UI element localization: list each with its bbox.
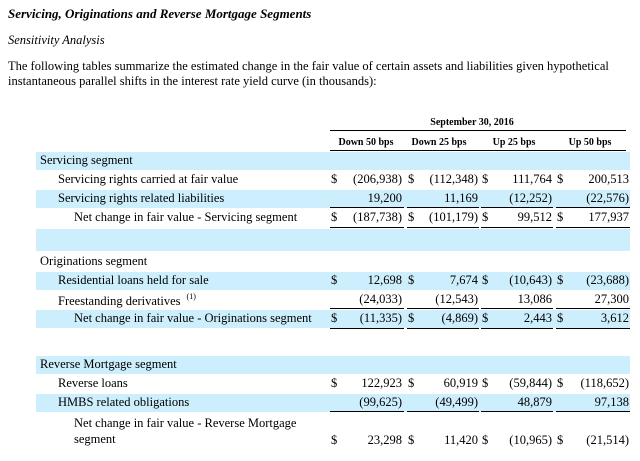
column-header-rule [330,150,626,151]
cell-down-25: 11,420 [444,433,478,447]
currency-symbol: $ [482,273,489,287]
currency-symbol: $ [408,172,415,186]
col-header-up-25: Up 25 bps [492,137,536,148]
currency-symbol: $ [408,273,415,287]
currency-symbol: $ [331,210,338,224]
subtotal-rule [407,308,479,309]
total-rule [481,328,553,329]
subtotal-rule [481,411,553,412]
footnote-marker: (1) [186,292,196,301]
table-total-row [36,414,630,452]
sub-heading: Sensitivity Analysis [8,33,105,47]
cell-up-25: 13,086 [517,292,552,306]
cell-up-25: 48,879 [517,395,552,409]
cell-up-25: 111,764 [512,172,552,186]
servicing-segment-title-row [36,152,630,170]
cell-down-50: 19,200 [367,191,402,205]
currency-symbol: $ [408,210,415,224]
cell-down-25: 60,919 [443,376,478,390]
currency-symbol: $ [482,210,489,224]
row-label [58,292,196,309]
cell-up-50: 200,513 [588,172,629,186]
total-rule [330,328,404,329]
currency-symbol: $ [331,433,338,447]
cell-up-25: 99,512 [517,210,552,224]
cell-down-25: 7,674 [449,273,478,287]
spacer-row [36,229,630,251]
table-row [36,272,630,290]
row-label: Servicing rights carried at fair value [58,172,239,186]
currency-symbol: $ [482,376,489,390]
total-rule [556,227,630,228]
total-rule [481,227,553,228]
table-total-row [36,209,630,227]
col-header-up-50: Up 50 bps [568,137,612,148]
col-header-down-25: Down 25 bps [411,137,467,148]
subtotal-rule [556,308,630,309]
currency-symbol: $ [557,376,564,390]
table-row [36,190,630,208]
currency-symbol: $ [331,311,338,325]
cell-down-50: 122,923 [361,376,402,390]
currency-symbol: $ [557,210,564,224]
currency-symbol: $ [408,311,415,325]
row-label-text: Freestanding derivatives [58,294,181,308]
cell-down-25: (12,543) [435,292,478,306]
currency-symbol: $ [557,433,564,447]
cell-up-50: 27,300 [594,292,629,306]
subtotal-rule [481,207,553,208]
cell-down-25: (101,179) [429,210,478,224]
reverse-segment-title-row [36,356,630,374]
cell-up-50: 3,612 [600,311,629,325]
table-row [36,375,630,393]
subtotal-rule [407,207,479,208]
currency-symbol: $ [408,433,415,447]
cell-down-50: 12,698 [367,273,402,287]
total-rule [330,227,404,228]
cell-up-50: (21,514) [586,433,629,447]
total-label-line-2: segment [74,432,116,446]
cell-down-25: (4,869) [441,311,478,325]
currency-symbol: $ [482,311,489,325]
originations-segment-title: Originations segment [40,254,148,268]
cell-down-50: (187,738) [353,210,402,224]
subtotal-rule [330,308,404,309]
total-rule [407,328,479,329]
originations-segment-title-row [36,253,630,271]
cell-down-50: (24,033) [359,292,402,306]
cell-up-25: (10,965) [509,433,552,447]
reverse-segment-title: Reverse Mortgage segment [40,357,177,371]
cell-down-25: (49,499) [435,395,478,409]
cell-up-50: (22,576) [586,191,629,205]
table-row [36,291,630,309]
subtotal-rule [330,411,404,412]
row-label: Servicing rights related liabilities [58,191,225,205]
currency-symbol: $ [557,172,564,186]
currency-symbol: $ [331,172,338,186]
currency-symbol: $ [408,376,415,390]
total-rule [556,328,630,329]
intro-paragraph: The following tables summarize the estimated change in the fair value of certain assets and liabilities given hypothetical instantaneous parallel shifts in the interest rate yield curve (in thousands): [8,59,609,88]
cell-down-50: (206,938) [353,172,402,186]
cell-up-50: (118,652) [580,376,629,390]
total-label: Net change in fair value - Originations segment [74,311,312,325]
currency-symbol: $ [557,311,564,325]
cell-up-50: 97,138 [594,395,629,409]
section-heading: Servicing, Originations and Reverse Mortgage Segments [8,6,312,21]
subtotal-rule [407,411,479,412]
table-row [36,171,630,189]
col-header-down-50: Down 50 bps [338,137,394,148]
subtotal-rule [481,308,553,309]
currency-symbol: $ [482,172,489,186]
cell-up-25: 2,443 [523,311,552,325]
servicing-segment-title: Servicing segment [40,153,133,167]
total-label: Net change in fair value - Servicing segment [74,210,298,224]
cell-down-50: (99,625) [359,395,402,409]
period-header: September 30, 2016 [430,117,514,128]
currency-symbol: $ [331,273,338,287]
table-row [36,394,630,412]
period-rule [330,130,626,131]
cell-up-25: (59,844) [509,376,552,390]
cell-down-25: 11,169 [444,191,478,205]
cell-up-25: (10,643) [509,273,552,287]
cell-up-50: 177,937 [588,210,629,224]
subtotal-rule [556,207,630,208]
row-label: Residential loans held for sale [58,273,209,287]
total-label-line-1: Net change in fair value - Reverse Mortgage [74,416,297,430]
cell-up-50: (23,688) [586,273,629,287]
cell-down-25: (112,348) [429,172,478,186]
table-total-row [36,310,630,328]
currency-symbol: $ [331,376,338,390]
row-label: HMBS related obligations [58,395,190,409]
cell-down-50: (11,335) [359,311,402,325]
cell-down-50: 23,298 [367,433,402,447]
subtotal-rule [330,207,404,208]
currency-symbol: $ [482,433,489,447]
currency-symbol: $ [557,273,564,287]
subtotal-rule [556,411,630,412]
row-label: Reverse loans [58,376,128,390]
total-rule [407,227,479,228]
cell-up-25: (12,252) [509,191,552,205]
